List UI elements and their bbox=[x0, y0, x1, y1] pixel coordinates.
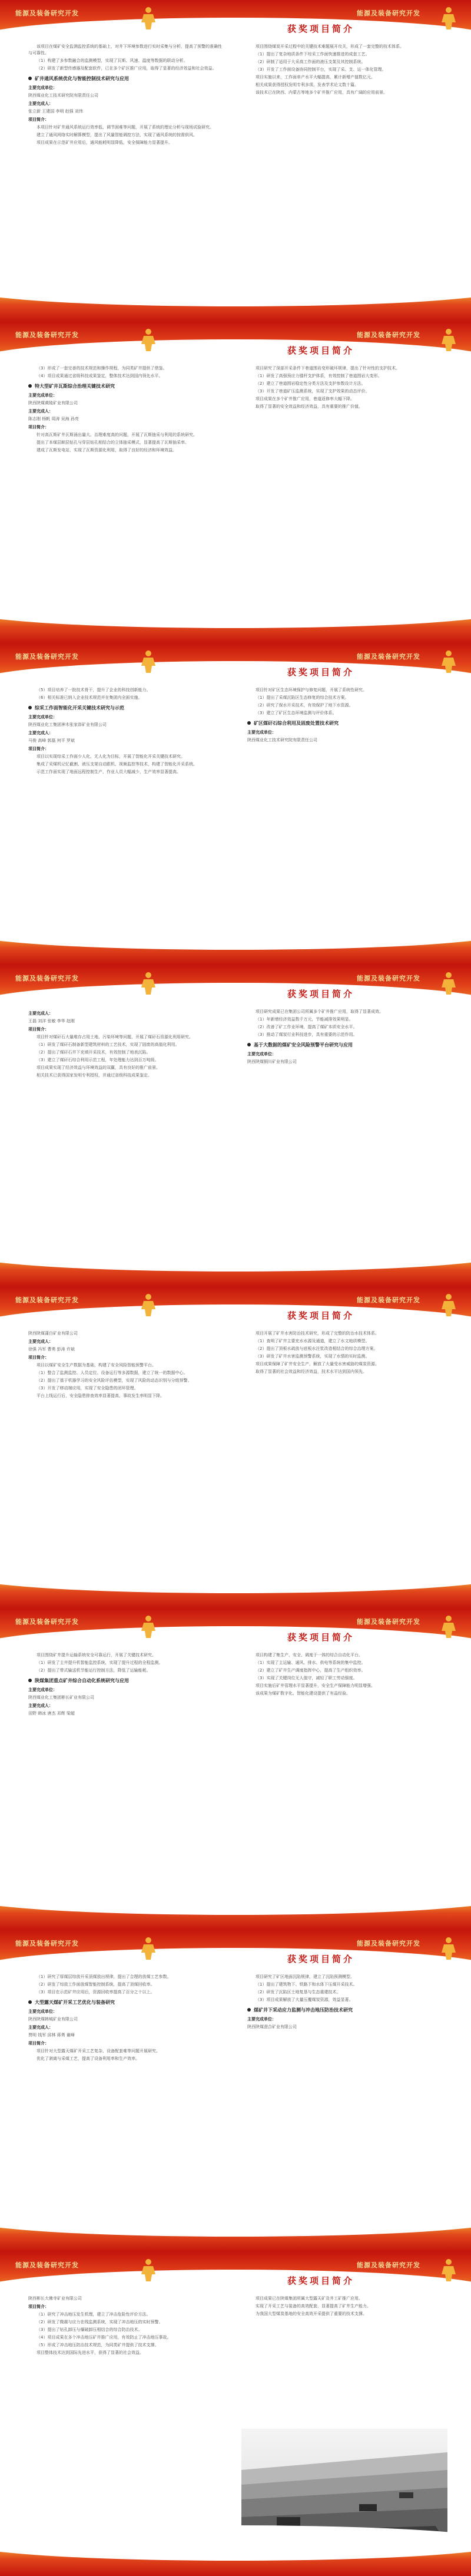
field-value: 徐强 冯军 曹勇 彭涛 许斌 bbox=[28, 1347, 75, 1352]
right-column bbox=[247, 365, 442, 411]
paragraph: 本项目针对矿井通风系统运行效率低、调节困难等问题，开展了系统的理论分析与现场试验研究。 bbox=[37, 125, 214, 130]
spread-2 bbox=[0, 322, 471, 643]
field-label: 主要完成单位： bbox=[28, 2009, 57, 2014]
paragraph: （1）提出了建筑物下、铁路下和水体下压煤开采技术。 bbox=[256, 1982, 357, 1987]
header-brand-left: 能源及装备研究开发 bbox=[15, 2262, 79, 2269]
paragraph: 取得了显著的社会效益和经济效益，技术水平达到国内领先。 bbox=[256, 1369, 367, 1374]
paragraph: （2）提出了顶板水疏放与底板水注浆改造相结合的综合治理方案。 bbox=[256, 1346, 378, 1351]
page-header bbox=[0, 0, 471, 37]
header-brand-right: 能源及装备研究开发 bbox=[357, 10, 420, 17]
project-heading: 矿井通风系统优化与智能控制技术研究与应用 bbox=[28, 75, 223, 82]
paragraph: 为我国大型煤炭基地的安全高效开采提供了重要的技术支撑。 bbox=[256, 2311, 367, 2316]
paragraph: 项目成果实现了经济效益与环境效益的双赢，具有良好的推广前景。 bbox=[37, 1065, 160, 1070]
miner-silhouette-icon bbox=[436, 2257, 462, 2283]
page-header bbox=[0, 2252, 471, 2288]
right-column bbox=[247, 687, 442, 745]
paragraph: 项目以煤矿安全生产数据为基础，构建了安全风险智能预警平台。 bbox=[37, 1363, 156, 1368]
paragraph: （1）实现了主运输、通风、排水、供电等系统的集中监控。 bbox=[256, 1660, 366, 1665]
paragraph: （6）相关标准已纳入企业技术规范并在集团内全面实施。 bbox=[37, 695, 142, 700]
field-value: 陕西陕煤澄合矿业有限公司 bbox=[247, 2025, 297, 2029]
paragraph: 项目围绕煤炭开采过程中的关键技术难题展开攻关，形成了一套完整的技术体系。 bbox=[256, 44, 404, 49]
paragraph: （2）研发了综放工作面放煤智能控制系统，提高了顶煤回收率。 bbox=[37, 1982, 155, 1987]
miner-silhouette-icon bbox=[135, 5, 161, 31]
page-header bbox=[0, 965, 471, 1002]
paragraph: （1）研发了主井提升机智能监控系统，实现了提升过程的全程监测。 bbox=[37, 1660, 163, 1665]
paragraph: （2）研制了适用于大采高工作面的液压支架及其控制系统。 bbox=[256, 60, 366, 64]
project-heading: 陕煤集团重点矿井综合自动化系统研究与应用 bbox=[28, 1677, 223, 1685]
field-label: 主要完成单位： bbox=[28, 85, 57, 90]
project-heading: 基于大数据的煤矿安全风险预警平台研究与应用 bbox=[247, 1042, 442, 1049]
field-value: 陕西陕煤铜川矿业有限公司 bbox=[247, 1059, 297, 1064]
page-footer bbox=[0, 1259, 471, 1287]
paragraph: （1）年新增经济效益数千万元，节能减排效果明显。 bbox=[256, 1017, 353, 1022]
paragraph: （1）查明了矿井主要充水水源及通道，建立了水文地质模型。 bbox=[256, 1339, 370, 1343]
page-footer bbox=[0, 937, 471, 965]
paragraph: （3）建立了煤矸石综合利用示范工程，年处理能力达到百万吨级。 bbox=[37, 1058, 159, 1062]
field-label: 主要完成人： bbox=[28, 409, 53, 414]
project-heading: 大型露天煤矿开采工艺优化与装备研究 bbox=[28, 1999, 223, 2006]
field-value: 陕西陕煤黄陵矿业有限公司 bbox=[28, 401, 78, 405]
header-brand-left: 能源及装备研究开发 bbox=[15, 975, 79, 982]
miner-silhouette-icon bbox=[135, 1292, 161, 1317]
field-label: 主要完成人： bbox=[28, 1339, 53, 1344]
paragraph: （2）改善了矿工作业环境，提高了煤矿本质安全水平。 bbox=[256, 1025, 357, 1029]
paragraph: （3）项目在示范矿井应用后，资源回收率提高了百分之十以上。 bbox=[37, 1990, 155, 1994]
paragraph: （2）研发了新型传感器及配套软件，已在多个矿区推广应用，取得了显著的经济效益和社会效益。 bbox=[37, 66, 217, 71]
project-heading: 特大型矿井瓦斯综合治理关键技术研究 bbox=[28, 383, 223, 390]
paragraph: 项目成果已在陕煤集团所属大型露天矿及井工矿推广应用。 bbox=[256, 2296, 363, 2301]
spread-3 bbox=[0, 643, 471, 965]
field-label: 主要完成单位： bbox=[28, 1687, 57, 1692]
right-column bbox=[247, 2296, 442, 2319]
paragraph: （2）提出了基于机器学习的安全风险评估模型，实现了风险的动态识别与分级预警。 bbox=[37, 1378, 192, 1383]
miner-silhouette-icon bbox=[436, 1935, 462, 1961]
paragraph: 示范工作面实现了地面远程控制生产，作业人员大幅减少，生产效率显著提高。 bbox=[37, 770, 181, 774]
header-brand-right: 能源及装备研究开发 bbox=[357, 332, 420, 339]
field-label: 主要完成单位： bbox=[247, 730, 276, 735]
page-header bbox=[0, 322, 471, 358]
paragraph: 取得了显著的安全效益和经济效益，具有重要的推广价值。 bbox=[256, 404, 363, 409]
header-brand-right: 能源及装备研究开发 bbox=[357, 1619, 420, 1626]
header-brand-right: 能源及装备研究开发 bbox=[357, 2262, 420, 2269]
field-value: 张立新 王建国 李明 赵强 刘伟 bbox=[28, 109, 83, 114]
field-label: 项目简介： bbox=[28, 2304, 49, 2309]
paragraph: 项目成果在示范矿井应用后，通风能耗明显降低，安全保障能力显著提升。 bbox=[37, 140, 173, 145]
field-value: 贾明 钱军 邱林 蒋勇 谢峰 bbox=[28, 2033, 75, 2037]
paragraph: 项目针对矿区生态环境保护与修复问题，开展了系统性研究。 bbox=[256, 688, 367, 692]
paragraph: （3）推动了煤炭行业科技进步，具有重要的示范作用。 bbox=[256, 1032, 357, 1037]
field-label: 主要完成单位： bbox=[28, 715, 57, 719]
paragraph: 提出了本煤层顺层钻孔与穿层钻孔相结合的立体抽采模式，显著提高了瓦斯抽采率。 bbox=[37, 440, 189, 445]
paragraph: （3）形成了一套完善的技术规范和操作规程，为同类矿井提供了借鉴。 bbox=[37, 366, 167, 371]
miner-silhouette-icon bbox=[135, 1613, 161, 1639]
field-label: 主要完成人： bbox=[28, 1011, 53, 1016]
paragraph: （3）建立了矿区生态环境监测与评价体系。 bbox=[256, 711, 337, 715]
paragraph: （2）研发了沉陷区土地复垦与生态重建技术。 bbox=[256, 1990, 341, 1994]
field-value: 陕西煤业化工集团彬长矿业有限公司 bbox=[28, 1695, 94, 1700]
spread-5 bbox=[0, 1287, 471, 1609]
paragraph: 项目开展了矿井水害防治技术研究，形成了完整的防治水技术体系。 bbox=[256, 1331, 379, 1336]
paragraph: （3）实现了关键岗位无人值守，减轻了职工劳动强度。 bbox=[256, 1676, 357, 1680]
field-value: 陕西煤业化工技术研究院有限责任公司 bbox=[247, 738, 317, 742]
paragraph: 项目研究了深部开采条件下巷道围岩变形破坏规律，提出了针对性的支护技术。 bbox=[256, 366, 400, 371]
page-footer bbox=[0, 1902, 471, 1930]
paragraph: 项目以实现综采工作面少人化、无人化为目标，开展了智能化开采关键技术研究。 bbox=[37, 754, 185, 759]
paragraph: 相关技术已获得国家发明专利授权，并通过省级科技成果鉴定。 bbox=[37, 1073, 152, 1078]
paragraph: （3）开发了移动端应用，实现了安全隐患的闭环管理。 bbox=[37, 1386, 138, 1391]
right-column bbox=[247, 1330, 442, 1376]
project-heading: 矿区煤矸石综合利用及固废处置技术研究 bbox=[247, 720, 442, 727]
page-header bbox=[0, 643, 471, 680]
field-value: 陕西陕煤韩城矿业有限公司 bbox=[28, 2017, 78, 2022]
field-value: 王磊 刘洋 张敏 李华 赵刚 bbox=[28, 1019, 75, 1023]
field-label: 主要完成单位： bbox=[28, 393, 57, 398]
header-brand-right: 能源及装备研究开发 bbox=[357, 1940, 420, 1947]
miner-silhouette-icon bbox=[436, 970, 462, 996]
paragraph: 优化了剥离与采煤工艺，提高了设备利用率和生产效率。 bbox=[37, 2056, 140, 2061]
paragraph: （1）提出了采煤沉陷区生态修复的综合技术方案。 bbox=[256, 695, 349, 700]
miner-silhouette-icon bbox=[436, 1292, 462, 1317]
paragraph: 该项目在煤矿安全监测监控系统的基础上，对井下环境参数进行实时采集与分析，提高了预警的准确性与可靠性。 bbox=[28, 44, 222, 55]
header-brand-left: 能源及装备研究开发 bbox=[15, 10, 79, 17]
header-brand-left: 能源及装备研究开发 bbox=[15, 1619, 79, 1626]
page-footer bbox=[0, 293, 471, 322]
section-title: 获奖项目简介 bbox=[287, 1632, 355, 1643]
field-value: 陕西陕煤蒲白矿业有限公司 bbox=[28, 1331, 78, 1336]
left-column bbox=[28, 687, 223, 777]
miner-silhouette-icon bbox=[436, 326, 462, 352]
paragraph: （1）研究了冲击地压发生机理，建立了冲击危险性评价方法。 bbox=[37, 2312, 151, 2317]
left-column bbox=[28, 1330, 223, 1401]
field-label: 主要完成人： bbox=[28, 101, 53, 106]
right-column bbox=[247, 1974, 442, 2032]
field-label: 项目简介： bbox=[28, 117, 49, 122]
paragraph: （3）研发了矿井水害监测预警系统，实现了水情的实时监测。 bbox=[256, 1354, 370, 1359]
section-title: 获奖项目简介 bbox=[287, 1954, 355, 1964]
header-brand-right: 能源及装备研究开发 bbox=[357, 653, 420, 660]
header-brand-left: 能源及装备研究开发 bbox=[15, 1297, 79, 1304]
paragraph: （2）提出了带式输送机节能运行控制方法，降低了运输能耗。 bbox=[37, 1668, 151, 1673]
header-brand-left: 能源及装备研究开发 bbox=[15, 332, 79, 339]
header-brand-left: 能源及装备研究开发 bbox=[15, 653, 79, 660]
field-label: 主要完成人： bbox=[28, 2025, 53, 2030]
paragraph: （3）项目成果解放了大量压覆煤炭资源，效益显著。 bbox=[256, 1997, 353, 2002]
page-footer bbox=[0, 2224, 471, 2252]
paragraph: 该技术已在陕西、内蒙古等地多个矿井推广应用，具有广阔的应用前景。 bbox=[256, 90, 387, 95]
field-value: 陈志刚 杨帆 周涛 吴海 孙亮 bbox=[28, 417, 79, 421]
paragraph: 项目研究成果已在集团公司所属多个矿井推广应用，取得了显著成效。 bbox=[256, 1009, 383, 1014]
miner-silhouette-icon bbox=[436, 648, 462, 674]
paragraph: （2）建立了矿井生产调度指挥中心，提高了生产组织效率。 bbox=[256, 1668, 366, 1673]
field-value: 陕西煤业化工集团神木张家峁矿业有限公司 bbox=[28, 722, 107, 727]
field-label: 项目简介： bbox=[28, 2041, 49, 2046]
miner-silhouette-icon bbox=[135, 326, 161, 352]
section-title: 获奖项目简介 bbox=[287, 2276, 355, 2286]
miner-silhouette-icon bbox=[135, 648, 161, 674]
field-value: 陕西彬长大佛寺矿业有限公司 bbox=[28, 2296, 82, 2301]
section-title: 获奖项目简介 bbox=[287, 989, 355, 999]
paragraph: 集成了采煤机记忆截割、液压支架自动跟机、视频监控等技术，构建了智能化开采系统。 bbox=[37, 762, 197, 767]
header-brand-left: 能源及装备研究开发 bbox=[15, 1940, 79, 1947]
paragraph: 项目构建了集生产、安全、调度于一体的综合自动化平台。 bbox=[256, 1653, 363, 1657]
left-column bbox=[28, 2296, 223, 2357]
paragraph: 项目成果在多个矿井推广应用，巷道返修率大幅下降。 bbox=[256, 397, 354, 401]
paragraph: 项目成果保障了矿井安全生产，解放了大量受水害威胁的煤炭资源。 bbox=[256, 1362, 379, 1366]
miner-silhouette-icon bbox=[135, 970, 161, 996]
page-header bbox=[0, 1287, 471, 1323]
paragraph: 项目研究了矿区地面沉陷规律，建立了沉陷预测模型。 bbox=[256, 1974, 354, 1979]
paragraph: （2）研发了微震与应力在线监测系统，实现了冲击地压的实时预警。 bbox=[37, 2320, 163, 2324]
field-label: 主要完成人： bbox=[28, 1703, 53, 1708]
page-footer bbox=[0, 1580, 471, 1609]
paragraph: （5）形成了冲击地压防治技术规范，为同类矿井提供了技术支撑。 bbox=[37, 2343, 159, 2347]
paragraph: （2）建立了巷道围岩稳定性分类方法及支护参数设计方法。 bbox=[256, 381, 366, 386]
paragraph: （2）研究了保水开采技术，有效保护了地下水资源。 bbox=[256, 703, 353, 708]
field-label: 主要完成人： bbox=[28, 731, 53, 735]
miner-silhouette-icon bbox=[436, 1613, 462, 1639]
section-title: 获奖项目简介 bbox=[287, 1310, 355, 1321]
field-label: 项目简介： bbox=[28, 747, 49, 751]
paragraph: 建成了瓦斯发电站，实现了瓦斯资源化利用，取得了良好的经济和环境效益。 bbox=[37, 448, 177, 453]
project-heading: 综采工作面智能化开采关键技术研究与示范 bbox=[28, 705, 223, 712]
header-brand-right: 能源及装备研究开发 bbox=[357, 975, 420, 982]
field-label: 项目简介： bbox=[28, 425, 49, 430]
spread-8 bbox=[0, 2252, 471, 2576]
paragraph: 平台上线运行后，安全隐患排查效率显著提高，事故发生率明显下降。 bbox=[37, 1393, 164, 1398]
field-value: 田野 韩冰 唐杰 邓辉 梁超 bbox=[28, 1711, 75, 1716]
miner-silhouette-icon bbox=[436, 5, 462, 31]
spread-7 bbox=[0, 1930, 471, 2252]
paragraph: 建立了通风网络实时解算模型，提出了风量智能调控方法，实现了通风系统的按需供风。 bbox=[37, 133, 197, 137]
page-header bbox=[0, 1930, 471, 1967]
paragraph: 项目针对大型露天煤矿开采工艺复杂、设备配套难等问题开展研究。 bbox=[37, 2049, 160, 2053]
paragraph: （4）项目成果在多个冲击地压矿井推广应用，有效防止了冲击地压事故。 bbox=[37, 2335, 171, 2340]
paragraph: （5）项目培养了一批技术骨干，提升了企业的科技创新能力。 bbox=[37, 688, 151, 692]
page-header bbox=[0, 1609, 471, 1645]
spread-6 bbox=[0, 1609, 471, 1930]
left-column bbox=[28, 1009, 223, 1080]
paragraph: 该成果为煤矿数字化、智能化建设提供了有益经验。 bbox=[256, 1691, 350, 1696]
right-column bbox=[247, 44, 442, 97]
paragraph: （3）提出了钻孔卸压与爆破卸压相结合的综合防治技术。 bbox=[37, 2327, 142, 2332]
paragraph: （3）开发了巷道矿压监测系统，实现了支护效果的动态评价。 bbox=[256, 389, 370, 394]
paragraph: （1）构建了多参数融合的监测模型，实现了瓦斯、风速、温度等数据的联动分析。 bbox=[37, 58, 188, 63]
paragraph: 针对高瓦斯矿井瓦斯涌出量大、治理难度高的问题，开展了瓦斯抽采与利用的系统研究。 bbox=[37, 432, 197, 437]
miner-silhouette-icon bbox=[135, 1935, 161, 1961]
paragraph: （1）提出了复杂地质条件下综采工作面快速推进的成套工艺。 bbox=[256, 52, 370, 57]
left-column bbox=[28, 365, 223, 455]
field-label: 项目简介： bbox=[28, 1027, 49, 1032]
paragraph: 项目实施以来，工作面单产水平大幅提高，累计新增产值数亿元。 bbox=[256, 75, 375, 80]
section-title: 获奖项目简介 bbox=[287, 24, 355, 34]
paragraph: （3）开发了工作面设备协同控制平台，实现了采、支、运一体化管理。 bbox=[256, 67, 386, 72]
project-heading: 煤矿井下采动应力监测与冲击地压防治技术研究 bbox=[247, 2007, 442, 2014]
paragraph: （4）项目成果通过省级科技成果鉴定，整体技术达到国内领先水平。 bbox=[37, 374, 163, 378]
paragraph: 实现了开采工艺与装备的高效配套，显著提高了矿井生产能力。 bbox=[256, 2304, 371, 2309]
spread-4 bbox=[0, 965, 471, 1287]
field-label: 主要完成单位： bbox=[247, 1052, 276, 1056]
left-column bbox=[28, 1652, 223, 1718]
paragraph: 项目整体技术达到国际先进水平，获得了显著的社会效益。 bbox=[37, 2350, 144, 2355]
paragraph: 项目围绕矿井提升运输系统安全可靠运行，开展了关键技术研究。 bbox=[37, 1653, 156, 1657]
spread-1 bbox=[0, 0, 471, 322]
paragraph: （2）提出了煤矸石井下充填开采技术，有效控制了地表沉陷。 bbox=[37, 1050, 151, 1055]
paragraph: （1）整合了监测监控、人员定位、设备运行等多源数据，建立了统一的数据中心。 bbox=[37, 1370, 188, 1375]
left-column bbox=[28, 44, 223, 147]
section-title: 获奖项目简介 bbox=[287, 667, 355, 678]
right-column bbox=[247, 1652, 442, 1698]
right-column bbox=[247, 1009, 442, 1066]
paragraph: （1）研究了厚煤层综放开采顶煤放出规律，提出了合理的放煤工艺参数。 bbox=[37, 1974, 171, 1979]
paragraph: 项目实施后矿井管理水平显著提升，安全生产保障能力明显增强。 bbox=[256, 1683, 375, 1688]
field-label: 主要完成单位： bbox=[247, 2017, 276, 2022]
paragraph: 相关成果获得授权发明专利多项，发表学术论文数十篇。 bbox=[256, 82, 359, 87]
field-value: 马俊 高峰 郭磊 何平 罗斌 bbox=[28, 738, 75, 743]
paragraph: 项目针对煤矸石大量堆存占用土地、污染环境等问题，开展了煤矸石资源化利用研究。 bbox=[37, 1035, 193, 1039]
section-title: 获奖项目简介 bbox=[287, 345, 355, 356]
paragraph: （1）研发了煤矸石制备新型建筑材料的工艺技术，实现了固废的高值化利用。 bbox=[37, 1042, 180, 1047]
page-footer bbox=[0, 2548, 471, 2576]
miner-silhouette-icon bbox=[135, 2257, 161, 2283]
left-column bbox=[28, 1974, 223, 2063]
header-brand-right: 能源及装备研究开发 bbox=[357, 1297, 420, 1304]
field-label: 项目简介： bbox=[28, 1355, 49, 1360]
page-footer bbox=[0, 615, 471, 643]
paragraph: （1）研发了高强预应力锚杆支护体系，有效控制了巷道围岩大变形。 bbox=[256, 374, 382, 378]
field-value: 陕西煤业化工技术研究院有限责任公司 bbox=[28, 93, 98, 98]
